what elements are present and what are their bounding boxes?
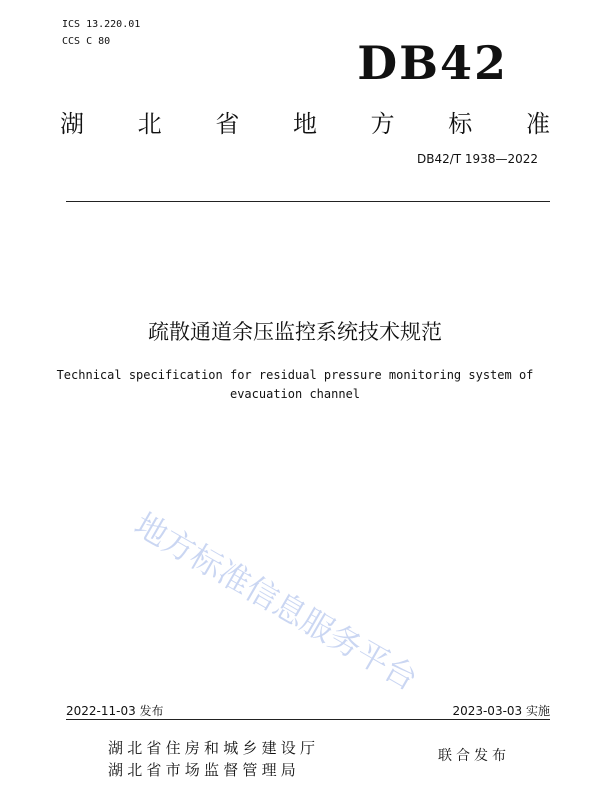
db42-logo: DB42 — [357, 36, 508, 90]
standard-code: DB42/T 1938—2022 — [416, 152, 538, 166]
standard-type-char: 省 — [215, 110, 240, 138]
publish-date: 2022-11-03 发布 — [66, 704, 164, 718]
standard-type-char: 标 — [448, 110, 473, 138]
issuer-market-regulation: 湖北省市场监督管理局 — [108, 761, 301, 779]
document-title: 疏散通道余压监控系统技术规范 — [148, 320, 442, 344]
ics-code: ICS 13.220.01 — [62, 19, 141, 30]
classification-codes — [62, 16, 140, 50]
issuing-authorities — [108, 737, 319, 781]
standard-type-char: 北 — [137, 110, 162, 138]
watermark: 地方标准信息服务平台 — [128, 505, 425, 699]
english-title — [40, 366, 550, 404]
english-title-line-2: evacuation channel — [229, 387, 361, 401]
effective-date: 2023-03-03 实施 — [452, 704, 550, 718]
standard-type-char: 地 — [292, 110, 317, 138]
top-divider — [66, 201, 550, 202]
bottom-divider — [66, 719, 550, 720]
standard-type-char: 湖 — [60, 110, 84, 138]
english-title-line-1: Technical specification for residual pressure monitoring system of — [56, 368, 534, 382]
standard-type — [60, 104, 550, 139]
standard-type-char: 准 — [525, 110, 550, 138]
ccs-code: CCS C 80 — [62, 36, 111, 47]
standard-type-char: 方 — [370, 110, 395, 138]
issuer-housing-department: 湖北省住房和城乡建设厅 — [108, 739, 320, 757]
joint-issue-label: 联合发布 — [438, 748, 510, 764]
